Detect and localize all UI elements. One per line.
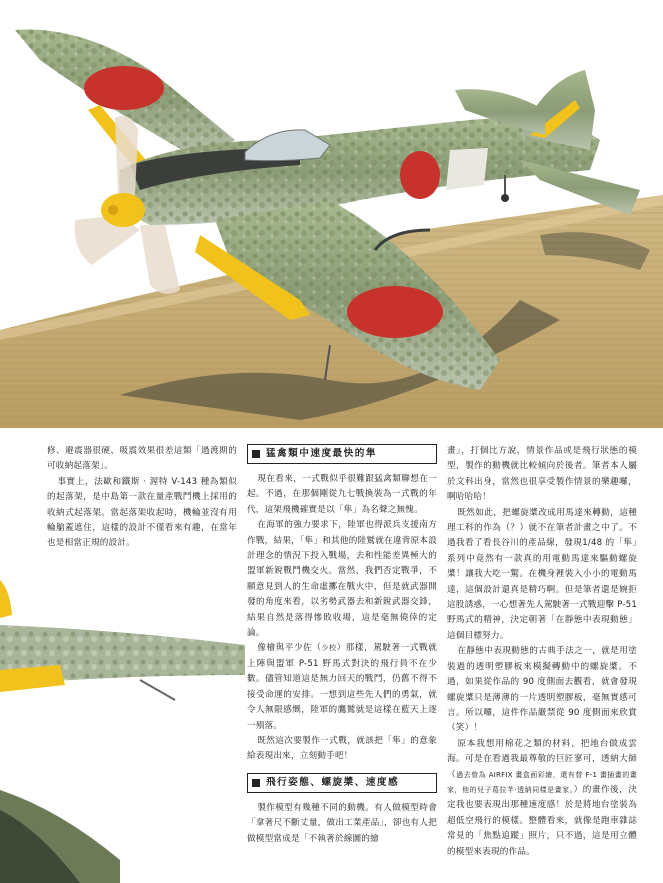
paragraph: 現在看來，一式戰似乎很難跟猛禽類聯想在一起。不過，在那個剛從九七戰換裝為一式戰的年代，這架飛機確實是以「隼」為名聲之無愧。	[247, 474, 437, 515]
paragraph: 原本我想用棉花之類的材料，把地台做成雲海。可是在看過我最尊敬的巨匠寥可，透納大師（過去曾為 AIRFIX 畫盒面彩繪，還有替 F-1 畫插畫的畫家，他的兒子葛拉芊‧透納同樣是畫家。）的畫作後，決定我也要表現出那種速度感！於是將地台塗裝為超低空飛行的模樣。整體看來，就像是跑車雜誌常見的「焦點追蹤」照片，只不過，這是用立體的模型來表現的作品。	[447, 738, 638, 857]
propeller-blade-right	[140, 225, 180, 294]
paragraph: 修、避震器很硬、吸震效果很差這類「過渡期的可收納起落架」。	[47, 446, 237, 472]
section-heading: 猛禽類中速度最快的隼	[247, 444, 437, 464]
text-column-3	[447, 444, 637, 860]
paragraph: 畫」，打個比方說，情景作品或是飛行狀態的模型，製作的動機就比較傾向於後者。筆者本人屬於文科出身，當然也很享受製作情景的樂趣囉，啊哈哈哈！	[447, 446, 637, 503]
canopy	[245, 130, 330, 161]
paragraph: 在靜態中表現動態的古典手法之一，就是用塗裝過的透明塑膠板來模擬轉動中的螺旋槳。不過，如果從作品的 90 度側面去觀看，就會發現螺旋槳只是薄薄的一片透明塑膠板，毫無實感可言。所以囉，這件作品嚴禁從 90 度側面來欣賞（笑）！	[447, 646, 637, 734]
square-bullet-icon	[252, 779, 260, 787]
section-heading: 飛行姿態、螺旋槳、速度感	[247, 773, 437, 793]
aircraft-model-photo	[0, 0, 663, 428]
paragraph: 像檜與平少佐（少校）那樣，駕駛著一式戰就上陣與盟軍 P-51 野馬式對決的飛行員不在少數。儘管知道這是無力回天的戰鬥，仍舊不得不接受命運的安排。一想到這些先人們的勇氣，就令人無限感慨，陸軍的鷹鷲就是這樣在藍天上逐一殞落。	[247, 643, 438, 731]
paragraph: 既然這次要製作一式戰，就該把「隼」的意象給表現出來，立刻動手吧！	[247, 735, 437, 762]
paragraph: 既然如此，把螺旋槳改成用馬達來轉動，這種理工科的作為（？）就不在筆者計畫之中了。不過我看了看長谷川的產品線，發現1/48 的「隼」系列中竟然有一款真的用電動馬達來驅動螺旋槳！讓我大吃一驚。在機身裡裝入小小的電動馬達，這個設計還真是精巧啊。但是筆者還是婉拒這股誘惑，一心想著先人駕駛著一式戰迎擊 P-51 野馬式的精神，決定朝著「在靜態中表現動態」這個目標努力。	[447, 507, 637, 641]
aircraft-wing-photo	[0, 560, 245, 883]
paragraph: 事實上，法歐和鐵斯 ‧ 渥特 V-143 種為類似的起落架，是中島第一款在量產戰鬥機上採用的收納式起落架。當起落架收起時，機輪並沒有用輪艙蓋遮住，這樣的設計不僅看來有趣，在當年也是相當正規的設計。	[47, 476, 237, 549]
hinomaru-fuselage	[400, 151, 440, 199]
hinomaru-lower-wing	[347, 286, 443, 338]
propeller-spinner	[101, 193, 145, 227]
text-column-1	[47, 444, 237, 552]
hinomaru-upper-wing	[84, 66, 164, 110]
propeller-blade-top	[115, 116, 138, 195]
square-bullet-icon	[252, 450, 260, 458]
paragraph: 製作模型有幾種不同的動機。有人做模型時會「拿著尺不斷丈量，做出工業產品」，卻也有人把做模型當成是「不執著於線圖的繪	[247, 802, 437, 844]
text-column-2	[247, 444, 437, 847]
paragraph: 在海軍的強力要求下，陸軍也得派兵支援南方作戰，結果，「隼」和其他的陸鷲就在違背原本設計理念的情況下投入戰場，去和性能差異極大的盟軍新銳戰鬥機交火。當然，我們否定戰爭，不願意見到人的生命虛擲在戰火中，但是就武器開發的角度來看，以劣勢武器去和新銳武器交鋒，結果自然是落得慘敗收場，這是毫無僥倖的定論。	[247, 520, 437, 639]
